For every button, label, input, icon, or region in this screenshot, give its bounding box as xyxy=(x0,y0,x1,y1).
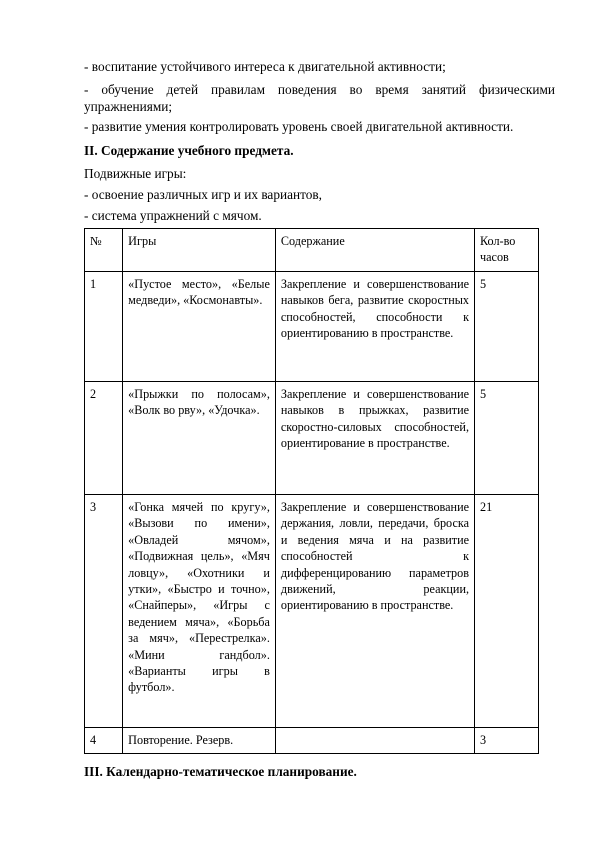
row-games: Повторение. Резерв. xyxy=(123,728,276,754)
row-content xyxy=(275,728,474,754)
header-number: № xyxy=(85,229,123,272)
games-table xyxy=(84,228,539,754)
row-number: 2 xyxy=(85,382,123,495)
row-hours: 5 xyxy=(475,382,539,495)
table-row xyxy=(85,382,539,495)
intro-line-2: - обучение детей правилам поведения во время занятий физическими упражнениями; xyxy=(84,82,555,114)
row-content: Закрепление и совершенствование навыков бега, развитие скоростных способностей, способности к ориентированию в пространстве. xyxy=(275,272,474,382)
table-row xyxy=(85,495,539,728)
subsection-item-2: - система упражнений с мячом. xyxy=(84,208,262,223)
table-row xyxy=(85,272,539,382)
row-games: «Прыжки по полосам», «Волк во рву», «Удочка». xyxy=(123,382,276,495)
row-number: 1 xyxy=(85,272,123,382)
row-number: 3 xyxy=(85,495,123,728)
table-row xyxy=(85,728,539,754)
header-games: Игры xyxy=(123,229,276,272)
row-hours: 5 xyxy=(475,272,539,382)
row-hours: 21 xyxy=(475,495,539,728)
section-3-title: III. Календарно-тематическое планирование. xyxy=(84,764,357,779)
row-number: 4 xyxy=(85,728,123,754)
header-hours: Кол-во часов xyxy=(475,229,539,272)
header-content: Содержание xyxy=(275,229,474,272)
intro-line-3: - развитие умения контролировать уровень своей двигательной активности. xyxy=(84,119,514,134)
table-header-row xyxy=(85,229,539,272)
section-2-title: II. Содержание учебного предмета. xyxy=(84,143,294,158)
row-content: Закрепление и совершенствование держания, ловли, передачи, броска и ведения мяча и на развитие способностей к дифференцированию параметров движений, реакции, ориентированию в пространстве. xyxy=(275,495,474,728)
row-games: «Пустое место», «Белые медведи», «Космонавты». xyxy=(123,272,276,382)
subsection-item-1: - освоение различных игр и их вариантов, xyxy=(84,187,322,202)
intro-line-1: - воспитание устойчивого интереса к двигательной активности; xyxy=(84,59,446,74)
row-games: «Гонка мячей по кругу», «Вызови по имени», «Овладей мячом», «Подвижная цель», «Мяч ловцу», «Охотники и утки», «Быстро и точно», «Снайперы», «Игры с ведением мяча», «Борьба за мяч», «Перестрелка». «Мини гандбол». «Варианты игры в футбол». xyxy=(123,495,276,728)
row-content: Закрепление и совершенствование навыков в прыжках, развитие скоростно-силовых способностей, ориентирование в пространстве. xyxy=(275,382,474,495)
subsection-title: Подвижные игры: xyxy=(84,166,187,181)
row-hours: 3 xyxy=(475,728,539,754)
